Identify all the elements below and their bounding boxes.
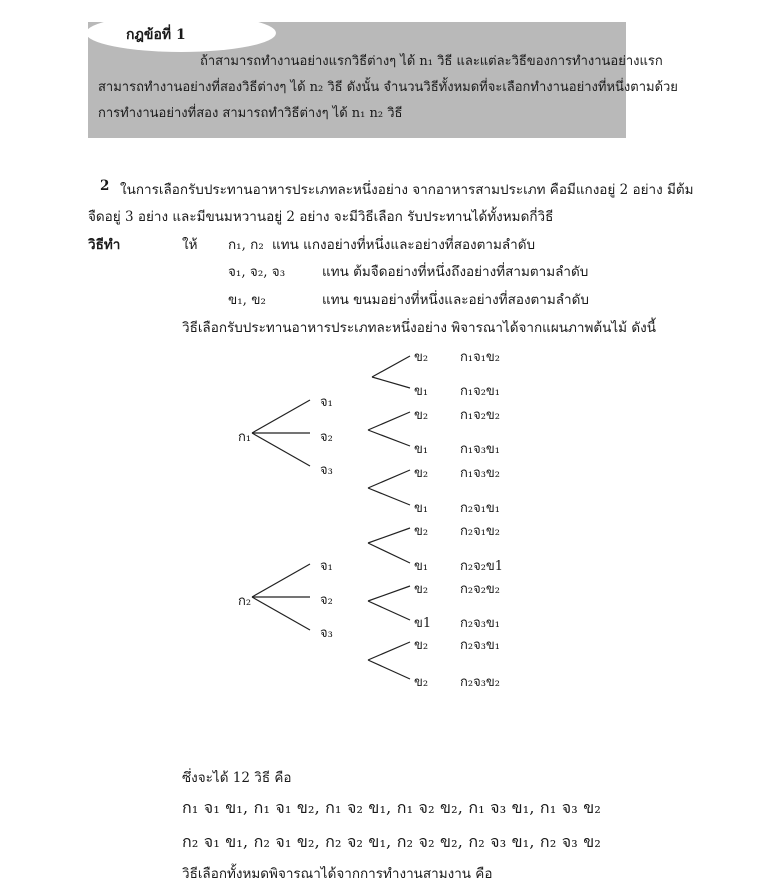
tree-result: ก₂จ₁ข₁ — [460, 501, 501, 516]
tree-leaf: ข₂ — [414, 466, 429, 481]
tree-leaf: ข₂ — [414, 408, 429, 423]
rule-text-line-2: สามารถทำงานอย่างที่สองวิธีต่างๆ ได้ n₂ วิธี ดังนั้น จำนวนวิธีทั้งหมดที่จะเลือกทำงานอย่างที่หนึ่งตามด้วย — [98, 80, 678, 95]
tree-result: ก₁จ₁ข₂ — [460, 350, 501, 365]
summary-list-line-2: ก₂ จ₁ ข₁, ก₂ จ₁ ข₂, ก₂ จ₂ ข₁, ก₂ จ₂ ข₂, ก₂ จ₃ ข₁, ก₂ จ₃ ข₂ — [182, 832, 601, 851]
tree-result: ก₁จ₂ข₂ — [460, 408, 501, 423]
tree-mid-node: จ₃ — [320, 626, 333, 641]
tree-result: ก₂จ₃ข₁ — [460, 616, 501, 631]
tree-result: ก₁จ₃ข₁ — [460, 442, 501, 457]
tree-mid-node: จ₂ — [320, 593, 333, 608]
tree-leaf: ข₁ — [414, 442, 429, 457]
tree-result: ก₂จ₃ข₁ — [460, 638, 501, 653]
problem-line-1: ในการเลือกรับประทานอาหารประเภทละหนึ่งอย่าง จากอาหารสามประเภท คือมีแกงอยู่ 2 อย่าง มีต้ม — [120, 182, 694, 198]
solution-row3-description: แทน ขนมอย่างที่หนึ่งและอย่างที่สองตามลำดับ — [322, 292, 589, 308]
tree-mid-node: จ₂ — [320, 430, 333, 445]
tree-leaf: ข₁ — [414, 501, 429, 516]
tree-root-1: ก₁ — [238, 430, 252, 445]
solution-row1-symbols: ก₁, ก₂ — [228, 237, 264, 253]
tree-leaf: ข₂ — [414, 350, 429, 365]
tree-leaf: ข1 — [414, 616, 432, 631]
tree-result: ก₂จ₃ข₂ — [460, 675, 501, 690]
tree-leaf: ข₁ — [414, 384, 429, 399]
rule-title: กฎข้อที่ 1 — [126, 27, 186, 43]
solution-row2-symbols: จ₁, จ₂, จ₃ — [228, 264, 286, 280]
solution-row3-symbols: ข₁, ข₂ — [228, 292, 266, 308]
tree-result: ก₁จ₃ข₂ — [460, 466, 501, 481]
solution-label: วิธีทำ — [88, 237, 121, 253]
summary-list-line-1: ก₁ จ₁ ข₁, ก₁ จ₁ ข₂, ก₁ จ₂ ข₁, ก₁ จ₂ ข₂, ก₁ จ₃ ข₁, ก₁ จ₃ ข₂ — [182, 798, 601, 817]
problem-line-2: จืดอยู่ 3 อย่าง และมีขนมหวานอยู่ 2 อย่าง จะมีวิธีเลือก รับประทานได้ทั้งหมดกี่วิธี — [88, 209, 554, 225]
solution-row1-description: แทน แกงอย่างที่หนึ่งและอย่างที่สองตามลำดับ — [272, 237, 536, 253]
summary-count-line: ซึ่งจะได้ 12 วิธี คือ — [182, 770, 292, 786]
tree-mid-node: จ₁ — [320, 559, 333, 574]
tree-result: ก₁จ₂ข₁ — [460, 384, 501, 399]
tree-intro-text: วิธีเลือกรับประทานอาหารประเภทละหนึ่งอย่าง พิจารณาได้จากแผนภาพต้นไม้ ดังนี้ — [182, 320, 656, 336]
solution-row2-description: แทน ต้มจืดอย่างที่หนึ่งถึงอย่างที่สามตามลำดับ — [322, 264, 589, 280]
rule-text-line-1: ถ้าสามารถทำงานอย่างแรกวิธีต่างๆ ได้ n₁ วิธี และแต่ละวิธีของการทำงานอย่างแรก — [200, 54, 663, 69]
tree-leaf: ข₂ — [414, 638, 429, 653]
tree-leaf: ข₁ — [414, 559, 429, 574]
tree-result: ก₂จ₂ข₂ — [460, 582, 501, 597]
tree-leaf: ข₂ — [414, 675, 429, 690]
tree-mid-node: จ₁ — [320, 395, 333, 410]
tree-mid-node: จ₃ — [320, 463, 333, 478]
tree-leaf: ข₂ — [414, 524, 429, 539]
tree-leaf: ข₂ — [414, 582, 429, 597]
tree-root-2: ก₂ — [238, 594, 252, 609]
tree-result: ก₂จ₂ข1 — [460, 559, 504, 574]
summary-final-line: วิธีเลือกทั้งหมดพิจารณาได้จากการทำงานสามงาน คือ — [182, 866, 493, 882]
rule-text-line-3: การทำงานอย่างที่สอง สามารถทำวิธีต่างๆ ได้ n₁ n₂ วิธี — [98, 106, 403, 121]
tree-result: ก₂จ₁ข₂ — [460, 524, 501, 539]
solution-give: ให้ — [182, 237, 198, 253]
problem-number: 2 — [100, 178, 110, 194]
